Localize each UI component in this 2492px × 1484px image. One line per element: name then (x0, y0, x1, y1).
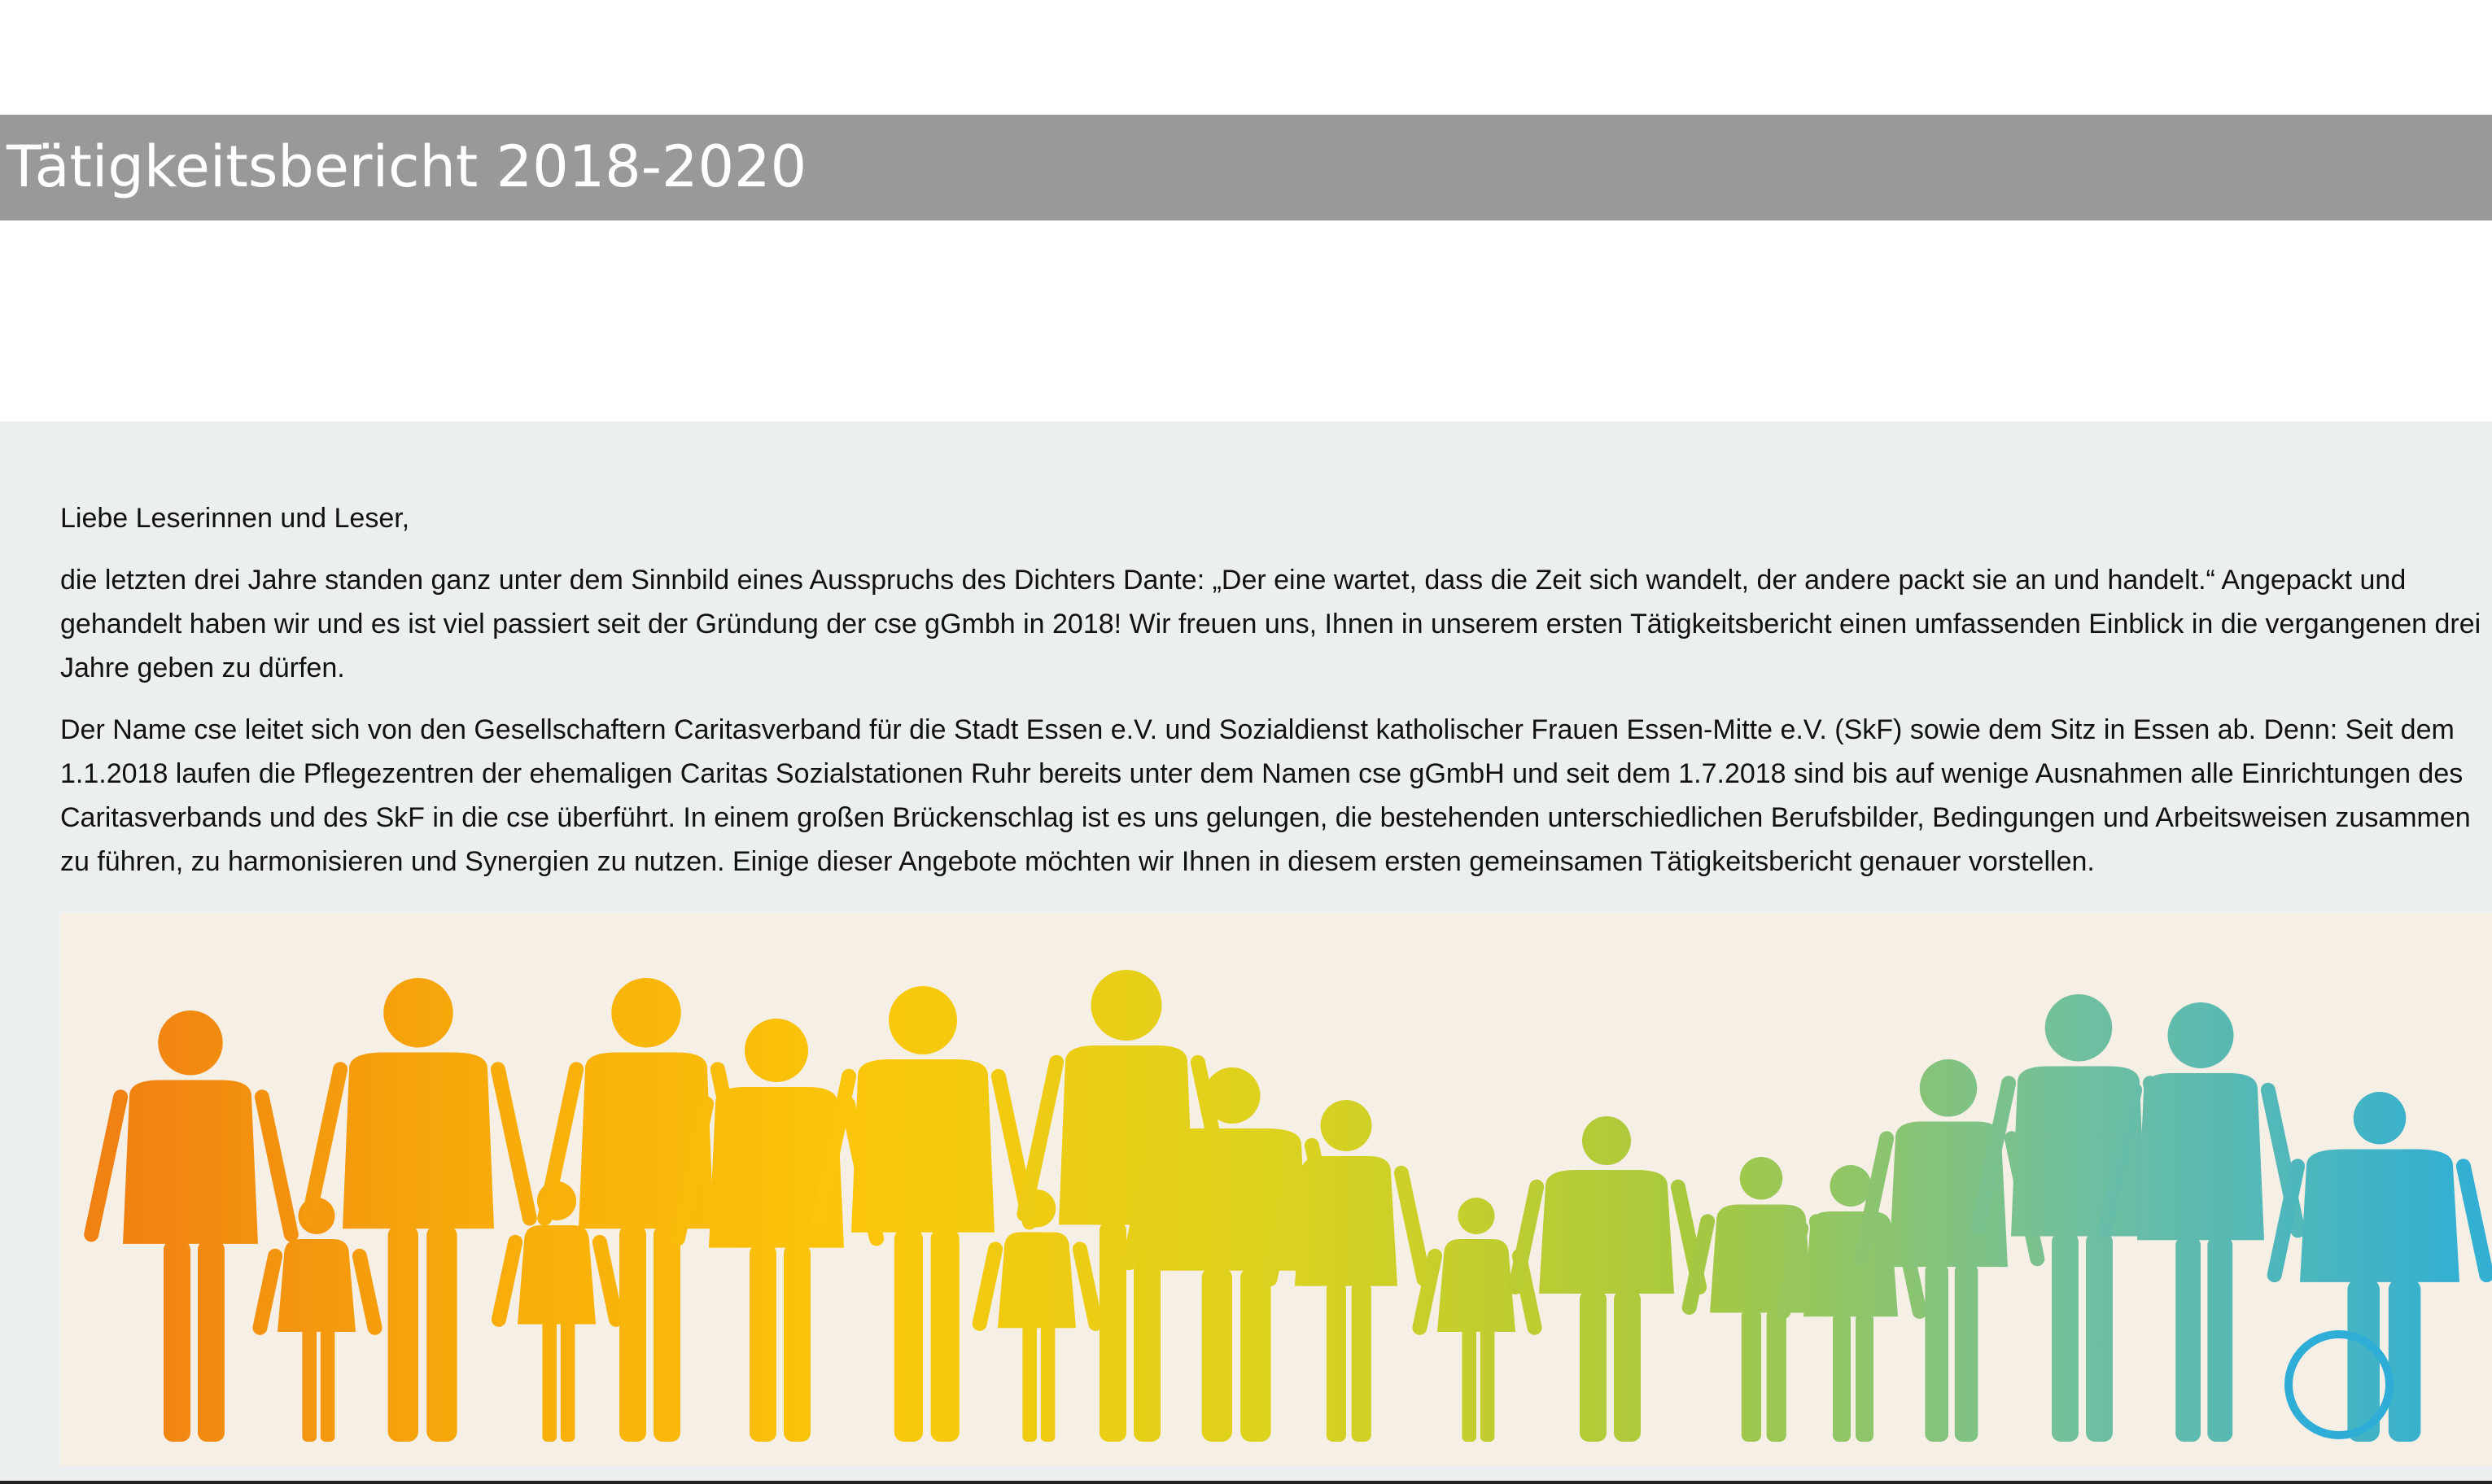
people-silhouettes-illustration (60, 913, 2492, 1466)
title-bar (0, 115, 2492, 220)
bottom-divider (0, 1481, 2492, 1484)
page-title: Tätigkeitsbericht 2018-2020 (7, 133, 807, 200)
person-silhouette (83, 1010, 300, 1442)
intro-paragraph-1: die letzten drei Jahre standen ganz unter dem Sinnbild eines Ausspruchs des Dichters Dante: „Der eine wartet, dass die Zeit sich wandelt, der andere packt sie an und handelt.“ Angepackt und gehandelt haben wir und es ist viel passiert seit der Gründung der cse gGmbh in 2018! Wir freuen uns, Ihnen in unserem ersten Tätigkeitsbericht einen umfassenden Einblick in die vergangenen drei Jahre geben zu dürfen. (60, 565, 2481, 683)
hero-image (60, 913, 2492, 1466)
greeting: Liebe Leserinnen und Leser, (60, 503, 410, 534)
content-section (0, 421, 2492, 1484)
intro-text (60, 496, 2481, 901)
person-silhouette (809, 986, 1038, 1442)
person-silhouette (2266, 1092, 2492, 1442)
person-silhouette (251, 1198, 384, 1442)
intro-paragraph-2: Der Name cse leitet sich von den Gesellschaftern Caritasverband für die Stadt Essen e.V. und Sozialdienst katholischer Frauen Essen-Mitte e.V. (SkF) sowie dem Sitz in Essen ab. Denn: Seit dem 1.1.2018 laufen die Pflegezentren der ehemaligen Caritas Sozialstationen Ruhr bereits unter dem Namen cse gGmbH und seit dem 1.7.2018 sind bis auf wenige Ausnahmen alle Einrichtungen des Caritasverbands und des SkF in die cse überführt. In einem großen Brückenschlag ist es uns gelungen, die bestehenden unterschiedlichen Berufsbilder, Bedingungen und Arbeitsweisen zusammen zu führen, zu harmonisieren und Synergien zu nutzen. Einige dieser Angebote möchten wir Ihnen in diesem ersten gemeinsamen Tätigkeitsbericht genauer vorstellen. (60, 714, 2471, 877)
person-silhouette (300, 978, 539, 1442)
person-silhouette (1506, 1116, 1707, 1442)
